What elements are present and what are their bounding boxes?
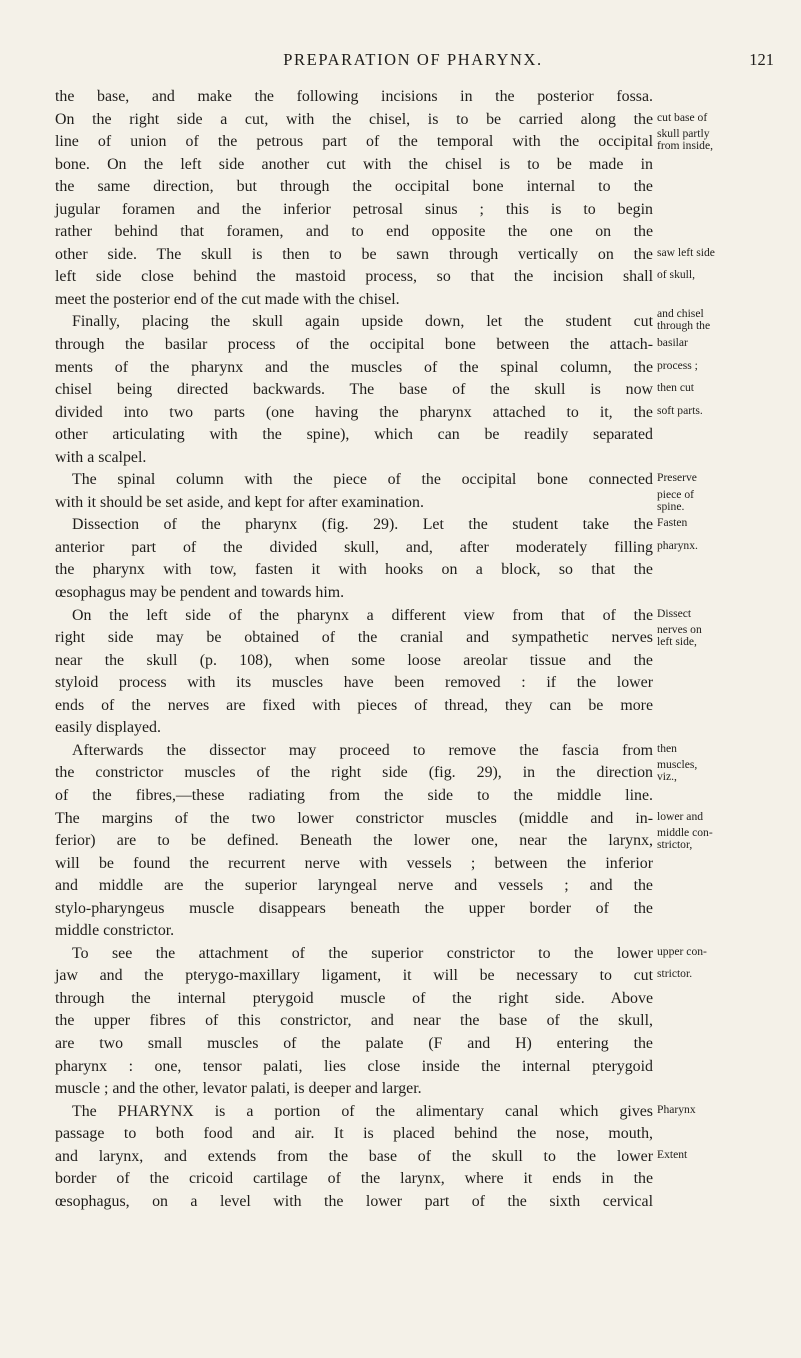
marginal-note-line: from inside, [657,139,714,153]
running-title: PREPARATION OF PHARYNX. [283,50,543,69]
text-line: easily displayed. [55,719,161,737]
marginal-note-line: skull partly [657,128,710,141]
marginal-note-line: strictor, [657,838,693,852]
marginal-note [657,405,781,417]
text-line: anterior part of the divided skull, and, after moderately filling [55,538,653,556]
marginal-note-line: Pharynx [657,1103,696,1116]
text-row [55,447,781,470]
text-line: The PHARYNX is a portion of the alimentary canal which gives [72,1102,653,1120]
text-row [55,759,781,785]
marginal-note [657,360,781,372]
text-row [55,514,781,537]
text-line: through the internal pterygoid muscle of the right side. Above [55,989,653,1007]
marginal-note-line: soft parts. [657,404,703,417]
text-row [55,988,781,1011]
text-row [55,1010,781,1033]
marginal-note-line: upper con- [657,945,707,958]
text-line: rather behind that foramen, and to end opposite the one on the [55,223,653,241]
text-line: œsophagus may be pendent and towards him. [55,584,345,602]
text-row [55,402,781,425]
marginal-note-line: piece of [657,488,695,501]
marginal-note [657,624,781,648]
text-row [55,695,781,718]
text-row [55,624,781,650]
marginal-note [657,811,781,823]
text-row [55,199,781,222]
text-row [55,1146,781,1169]
text-line: The spinal column with the piece of the occipital bone connected [72,471,653,489]
text-line: œsophagus, on a level with the lower part of the sixth cervical [55,1192,653,1210]
text-row [55,582,781,605]
text-line: and middle are the superior laryngeal nerve and vessels ; and the [55,877,653,895]
text-row [55,920,781,943]
text-line: bone. On the left side another cut with the chisel is to be made in [55,155,653,173]
text-row [55,488,781,515]
marginal-note [657,472,781,484]
marginal-note-line: and chisel [657,308,704,321]
text-row [55,1056,781,1079]
text-line: styloid process with its muscles have been removed : if the lower [55,674,653,692]
text-line: To see the attachment of the superior constrictor to the lower [72,944,653,962]
text-row [55,537,781,560]
text-line: stylo-pharyngeus muscle disappears beneath the upper border of the [55,899,653,917]
text-line: The margins of the two lower constrictor muscles (middle and in- [55,809,653,827]
text-row [55,898,781,921]
marginal-note-line: Fasten [657,517,688,530]
text-line: chisel being directed backwards. The base of the skull is now [55,381,653,399]
text-line: border of the cricoid cartilage of the larynx, where it ends in the [55,1170,653,1188]
text-line: Dissection of the pharynx (fig. 29). Let the student take the [72,516,653,534]
text-line: middle constrictor. [55,922,175,940]
text-row [55,559,781,582]
text-line: with it should be set aside, and kept for after examination. [55,493,424,511]
text-line: Finally, placing the skull again upside down, let the student cut [72,313,653,331]
marginal-note [657,247,781,259]
text-row [55,650,781,673]
text-row [55,717,781,740]
text-row [55,875,781,898]
text-row [55,1101,781,1124]
marginal-note-line: saw left side [657,246,715,259]
text-row [55,785,781,808]
marginal-note [657,827,781,851]
text-line: jaw and the pterygo-maxillary ligament, it will be necessary to cut [55,967,653,985]
text-row [55,1078,781,1101]
marginal-note [657,968,781,980]
text-line: muscle ; and the other, levator palati, is deeper and larger. [55,1080,422,1098]
text-line: will be found the recurrent nerve with vessels ; between the inferior [55,854,653,872]
marginal-note-line: viz., [657,770,677,784]
marginal-note [657,1149,781,1161]
marginal-note-line: lower and [657,810,704,823]
text-line: the base, and make the following incisions in the posterior fossa. [55,88,653,105]
marginal-note-line: cut base of [657,111,708,124]
text-row [55,965,781,988]
marginal-note-line: spine. [657,499,685,513]
text-line: passage to both food and air. It is placed behind the nose, mouth, [55,1125,653,1143]
marginal-note [657,743,781,755]
text-row [55,1168,781,1191]
text-line: through the basilar process of the occipital bone between the attach- [55,336,653,354]
marginal-note [657,112,781,124]
marginal-note [657,308,781,332]
text-row [55,334,781,357]
text-row [55,1033,781,1056]
text-line: right side may be obtained of the cranial and sympathetic nerves [55,629,653,647]
text-row [55,308,781,334]
marginal-note-line: then cut [657,382,695,395]
text-row [55,379,781,402]
marginal-note-line: middle con- [657,827,713,840]
text-row [55,221,781,244]
text-row [55,128,781,154]
text-line: the upper fibres of this constrictor, and near the base of the skull, [55,1012,653,1030]
marginal-note [657,759,781,783]
text-line: pharynx : one, tensor palati, lies close inside the internal pterygoid [55,1057,653,1075]
text-row [55,176,781,199]
marginal-note-line: nerves on [657,624,702,637]
marginal-note-line: left side, [657,635,697,649]
text-line: other side. The skull is then to be sawn through vertically on the [55,245,653,263]
text-line: On the left side of the pharynx a different view from that of the [72,606,653,624]
text-line: ferior) are to be defined. Beneath the lower one, near the larynx, [55,832,653,850]
text-line: other articulating with the spine), which can be readily separated [55,426,653,444]
text-row [55,943,781,966]
marginal-note-line: strictor. [657,968,693,981]
marginal-note-line: basilar [657,337,688,350]
marginal-note [657,382,781,394]
text-line: the pharynx with tow, fasten it with hooks on a block, so that the [55,561,653,579]
text-row [55,424,781,447]
text-row [55,357,781,380]
marginal-note [657,489,781,513]
text-row [55,154,781,177]
marginal-note-line: Extent [657,1148,688,1161]
marginal-note-line: process ; [657,359,698,372]
marginal-note-line: through the [657,319,711,333]
marginal-note-line: Dissect [657,607,692,620]
text-row [55,1191,781,1214]
marginal-note-line: pharynx. [657,539,698,552]
text-row [55,672,781,695]
marginal-note-line: then [657,742,677,755]
text-row [55,853,781,876]
text-line: near the skull (p. 108), when some loose areolar tissue and the [55,651,653,669]
text-line: Afterwards the dissector may proceed to remove the fascia from [72,741,653,759]
marginal-note [657,540,781,552]
marginal-note [657,337,781,349]
text-line: ends of the nerves are fixed with pieces of thread, they can be more [55,696,653,714]
text-row [55,86,781,109]
running-header [52,50,774,74]
text-line: ments of the pharynx and the muscles of the spinal column, the [55,358,653,376]
body-text [55,86,781,1213]
text-row [55,827,781,853]
text-line: left side close behind the mastoid process, so that the incision shall [55,268,653,286]
text-row [55,266,781,289]
marginal-note [657,1104,781,1116]
marginal-note [657,269,781,281]
text-row [55,1123,781,1146]
text-line: divided into two parts (one having the pharynx attached to it, the [55,403,653,421]
marginal-note [657,608,781,620]
text-line: with a scalpel. [55,448,147,466]
marginal-note [657,517,781,529]
text-line: are two small muscles of the palate (F and H) entering the [55,1034,653,1052]
text-line: On the right side a cut, with the chisel, is to be carried along the [55,110,653,128]
text-line: and larynx, and extends from the base of the skull to the lower [55,1147,653,1165]
text-line: meet the posterior end of the cut made with the chisel. [55,290,400,308]
page-number: 121 [749,50,774,69]
marginal-note-line: muscles, [657,759,698,772]
text-line: jugular foramen and the inferior petrosal sinus ; this is to begin [55,200,653,218]
text-line: the same direction, but through the occipital bone internal to the [55,178,653,196]
text-line: of the fibres,—these radiating from the side to the middle line. [55,786,653,804]
marginal-note [657,946,781,958]
marginal-note [657,128,781,152]
marginal-note-line: of skull, [657,269,696,282]
text-row [55,244,781,267]
marginal-note-line: Preserve [657,472,697,485]
text-line: the constrictor muscles of the right side (fig. 29), in the direction [55,764,653,782]
text-line: line of union of the petrous part of the temporal with the occipital [55,133,653,151]
